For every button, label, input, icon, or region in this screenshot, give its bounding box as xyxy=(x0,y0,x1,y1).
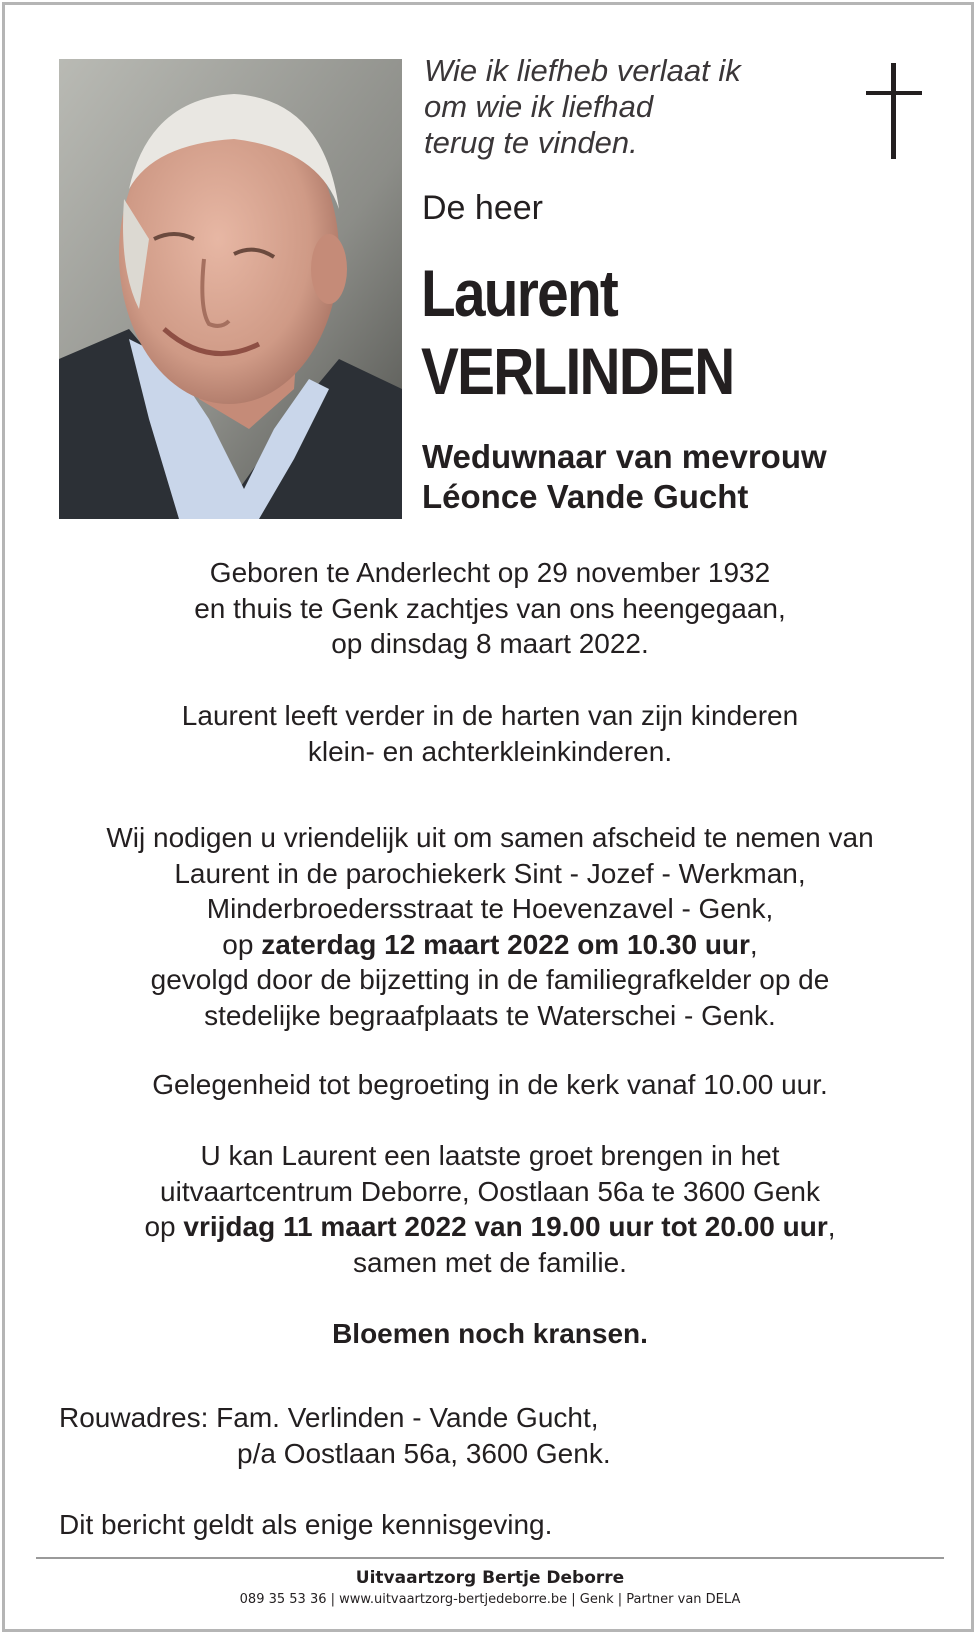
text-segment: , xyxy=(827,1211,836,1242)
text-line: Geboren te Anderlecht op 29 november 1932 xyxy=(209,557,771,588)
first-name: Laurent xyxy=(421,256,618,330)
footer-divider xyxy=(36,1557,944,1559)
spouse-line: Weduwnaar van mevrouw xyxy=(422,438,827,475)
visitation-date: vrijdag 11 maart 2022 van 19.00 uur tot 20.00 uur xyxy=(183,1211,828,1242)
poem-line: Wie ik liefheb verlaat ik xyxy=(424,53,741,88)
visitation-info xyxy=(40,1138,940,1280)
last-name: VERLINDEN xyxy=(421,334,734,408)
text-line: klein- en achterkleinkinderen. xyxy=(307,735,673,767)
text-segment: , xyxy=(749,928,758,960)
survivors-info xyxy=(40,698,940,769)
funeral-date: zaterdag 12 maart 2022 om 10.30 uur xyxy=(261,928,750,960)
text-line xyxy=(40,927,940,963)
funeral-home-name: Uitvaartzorg Bertje Deborre xyxy=(355,1568,625,1588)
text-segment: op xyxy=(222,928,262,960)
text-line: en thuis te Genk zachtjes van ons heengegaan, xyxy=(194,592,786,624)
poem-line: terug te vinden. xyxy=(424,125,638,160)
poem xyxy=(424,53,741,161)
text-line: Bloemen noch kransen. xyxy=(332,1318,648,1349)
text-line: gevolgd door de bijzetting in de familiegrafkelder op de xyxy=(150,964,830,995)
birth-death-info xyxy=(40,555,940,662)
address-line: p/a Oostlaan 56a, 3600 Genk. xyxy=(237,1437,611,1469)
cross-icon xyxy=(866,63,922,159)
notice-text xyxy=(59,1507,552,1543)
spouse-name: Léonce Vande Gucht xyxy=(422,478,749,515)
text-line: Minderbroedersstraat te Hoevenzavel - Genk, xyxy=(206,893,774,924)
address-line: Rouwadres: Fam. Verlinden - Vande Gucht, xyxy=(59,1402,599,1433)
text-line: samen met de familie. xyxy=(353,1246,627,1278)
text-line: Laurent in de parochiekerk Sint - Jozef - Werkman, xyxy=(174,857,806,889)
deceased-name xyxy=(421,254,734,410)
text-line: Gelegenheid tot begroeting in de kerk vanaf 10.00 uur. xyxy=(152,1069,828,1100)
flowers-note xyxy=(40,1316,940,1352)
funeral-info xyxy=(40,820,940,1033)
text-line: stedelijke begraafplaats te Waterschei - Genk. xyxy=(204,999,776,1031)
funeral-home-contact: 089 35 53 36 | www.uitvaartzorg-bertjedeborre.be | Genk | Partner van DELA xyxy=(239,1592,741,1607)
text-line: Wij nodigen u vriendelijk uit om samen afscheid te nemen van xyxy=(106,822,874,853)
poem-line: om wie ik liefhad xyxy=(424,89,654,124)
text-line: op dinsdag 8 maart 2022. xyxy=(331,628,649,659)
portrait-photo xyxy=(59,59,402,519)
spouse-info xyxy=(422,437,827,517)
text-line: Dit bericht geldt als enige kennisgeving. xyxy=(59,1509,553,1540)
portrait-illustration xyxy=(59,59,402,519)
mourning-address xyxy=(59,1400,611,1471)
condolence-info xyxy=(40,1067,940,1103)
text-segment: op xyxy=(144,1211,184,1242)
honorific: De heer xyxy=(422,189,543,227)
text-line: U kan Laurent een laatste groet brengen in het xyxy=(200,1140,780,1171)
text-line xyxy=(40,1209,940,1245)
text-line: Laurent leeft verder in de harten van zijn kinderen xyxy=(181,700,799,731)
text-line: uitvaartcentrum Deborre, Oostlaan 56a te 3600 Genk xyxy=(160,1175,820,1207)
